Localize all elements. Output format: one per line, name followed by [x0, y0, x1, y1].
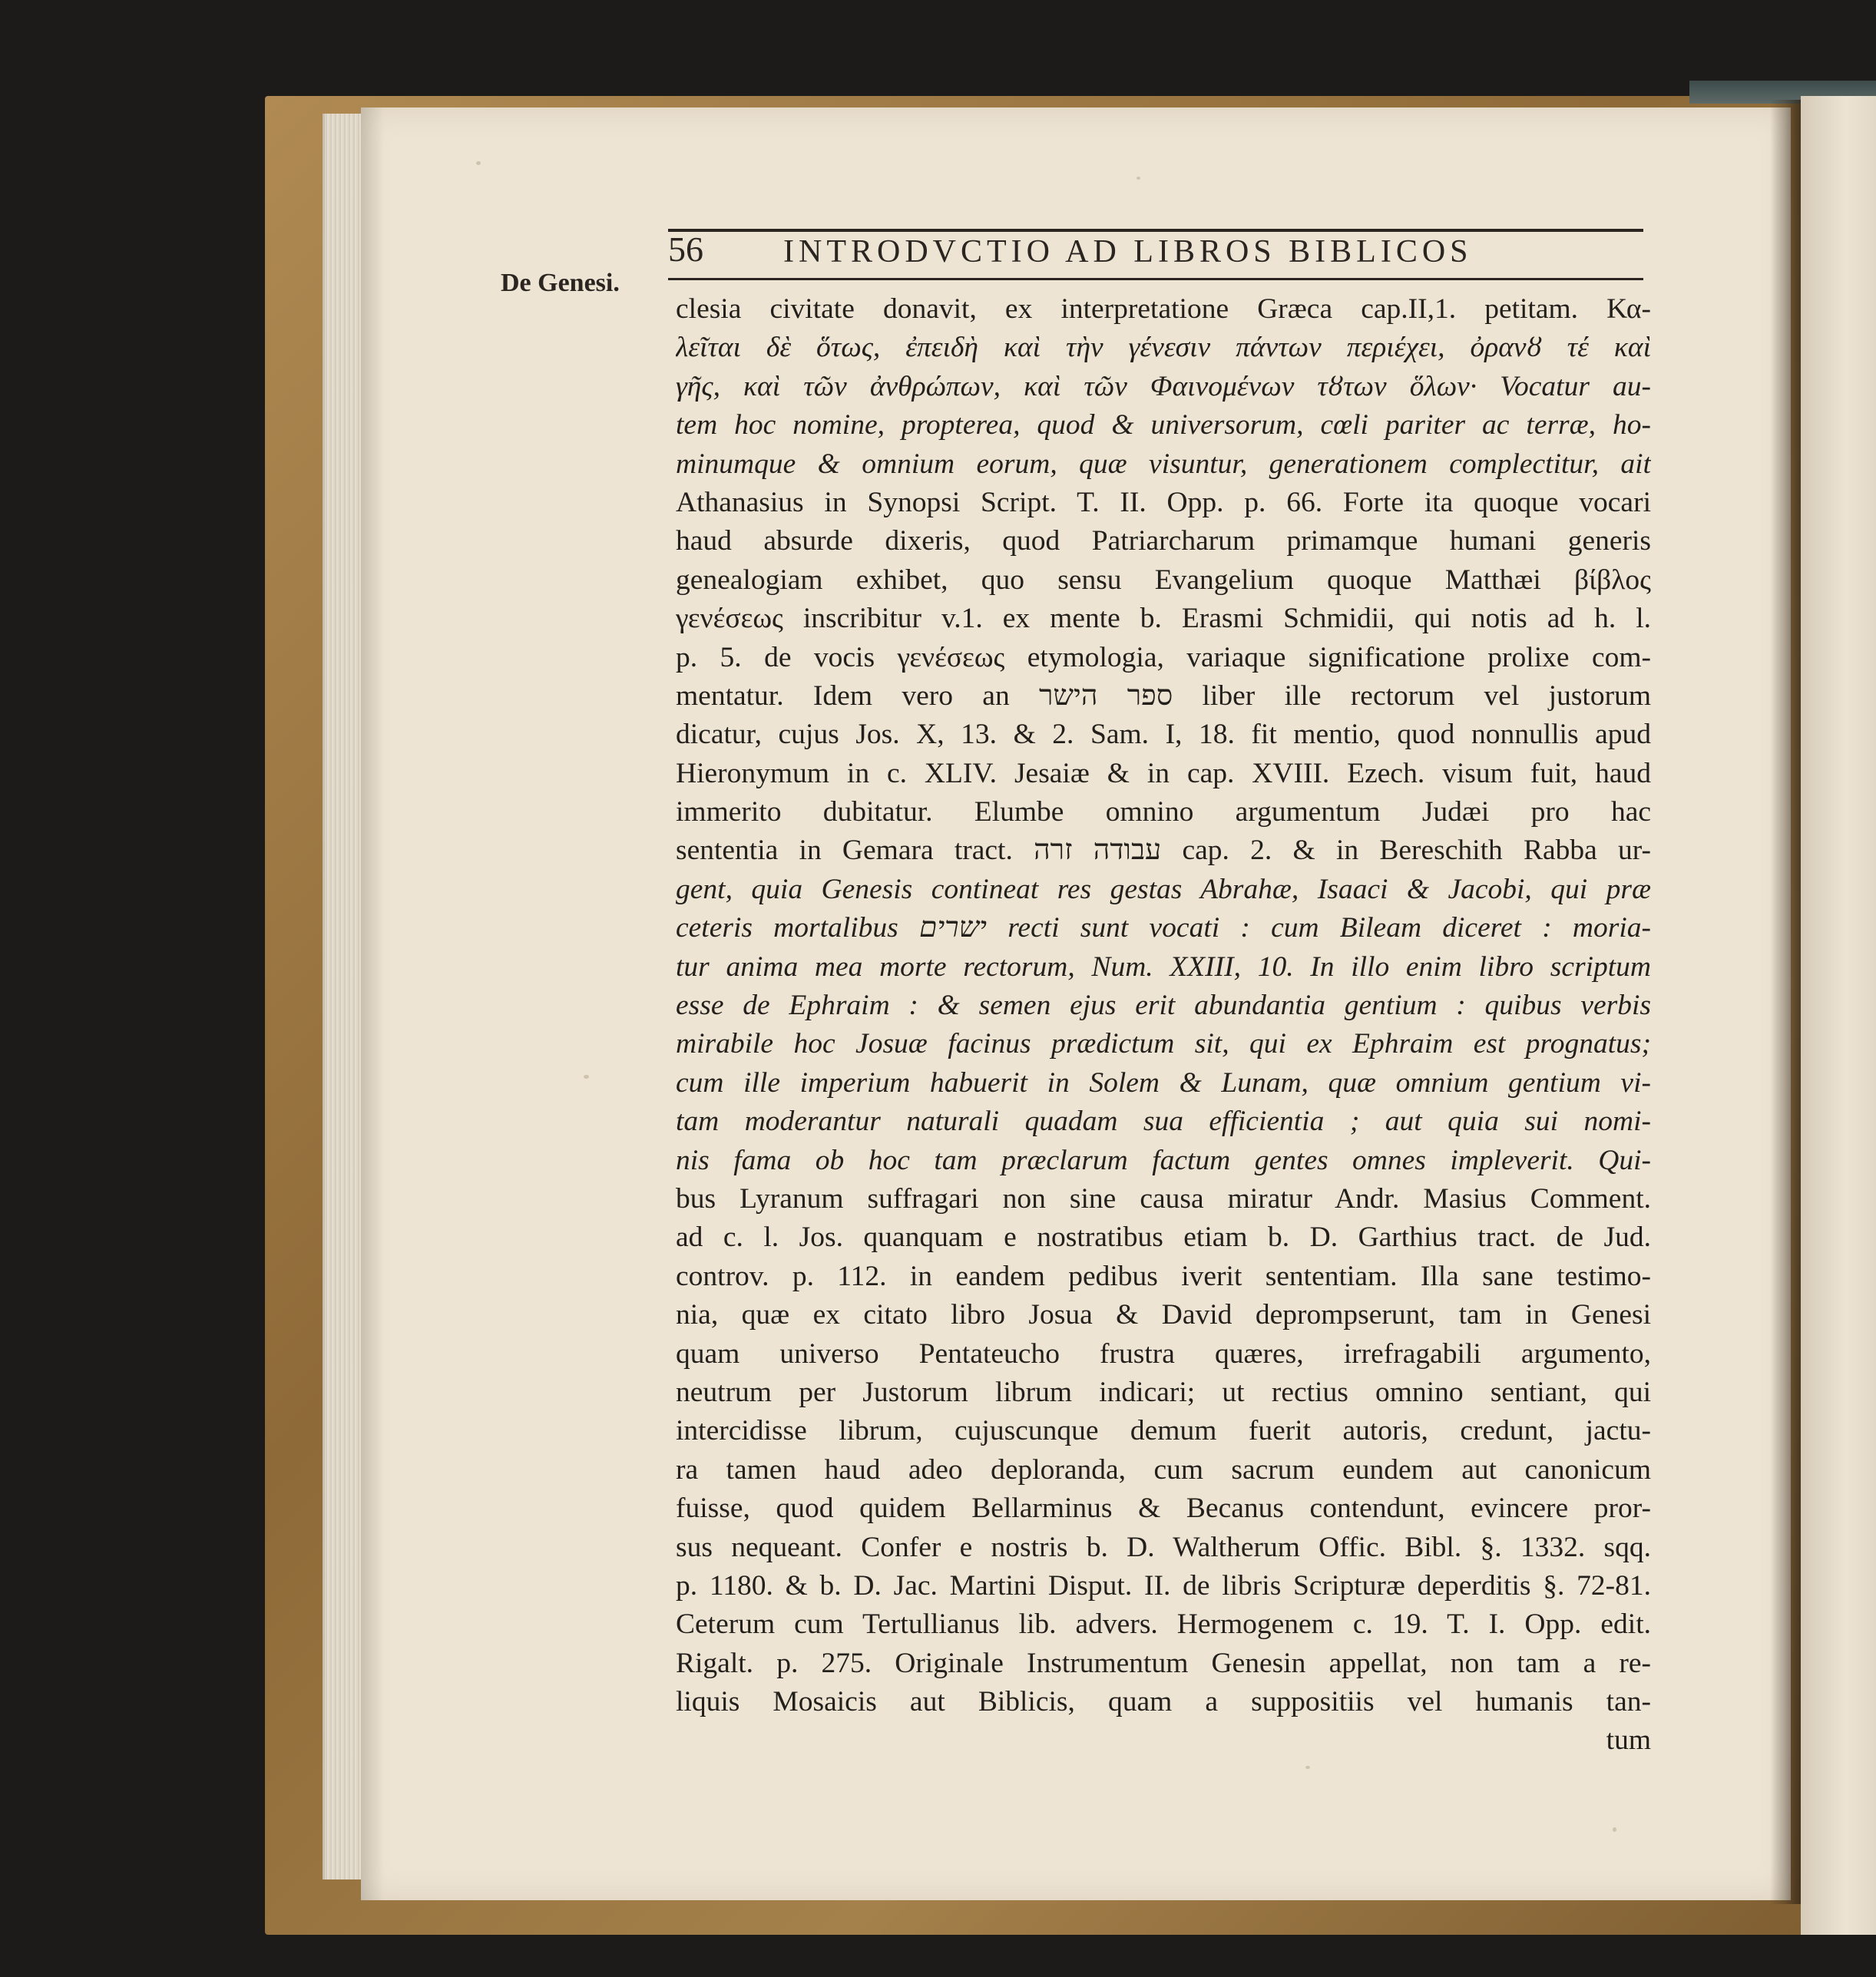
- text-line: nis fama ob hoc tam præclarum factum gentes omnes impleverit. Qui-: [676, 1144, 1651, 1176]
- text-line: fuisse, quod quidem Bellarminus & Becanus contendunt, evincere pror-: [676, 1493, 1651, 1525]
- text-line: ceteris mortalibus ישרים recti sunt vocati : cum Bileam diceret : moria-: [676, 912, 1651, 944]
- text-line: p. 1180. & b. D. Jac. Martini Disput. II. de libris Scripturæ deperditis §. 72-81.: [676, 1569, 1651, 1602]
- text-line: Athanasius in Synopsi Script. T. II. Opp. p. 66. Forte ita quoque vocari: [676, 486, 1651, 518]
- text-line: minumque & omnium eorum, quæ visuntur, generationem complectitur, ait: [676, 448, 1651, 480]
- running-title: INTRODVCTIO AD LIBROS BIBLICOS: [783, 234, 1473, 269]
- text-line: p. 5. de vocis γενέσεως etymologia, variaque significatione prolixe com-: [676, 641, 1651, 673]
- paper-speckle: [1305, 1766, 1310, 1769]
- running-head: [668, 229, 1643, 280]
- paper-speckle: [476, 161, 481, 165]
- text-line: Ceterum cum Tertullianus lib. advers. Hermogenem c. 19. T. I. Opp. edit.: [676, 1608, 1651, 1641]
- text-line: dicatur, cujus Jos. X, 13. & 2. Sam. I, 18. fit mentio, quod nonnullis apud: [676, 719, 1651, 751]
- paper-speckle: [1613, 1827, 1616, 1832]
- text-line: neutrum per Justorum librum indicari; ut rectius omnino sentiant, qui: [676, 1376, 1651, 1408]
- text-line: mentatur. Idem vero an ספר הישר liber ille rectorum vel justorum: [676, 679, 1651, 712]
- text-line: sententia in Gemara tract. עבודה זרה cap. 2. & in Bereschith Rabba ur-: [676, 835, 1651, 867]
- paper-speckle: [584, 1075, 589, 1079]
- text-line: controv. p. 112. in eandem pedibus iverit sententiam. Illa sane testimo-: [676, 1260, 1651, 1292]
- body-text: [676, 290, 1651, 1760]
- text-line: clesia civitate donavit, ex interpretatione Græca cap.II,1. petitam. Κα-: [676, 293, 1651, 325]
- text-line: ra tamen haud adeo deploranda, cum sacrum eundem aut canonicum: [676, 1453, 1651, 1486]
- text-line: Rigalt. p. 275. Originale Instrumentum Genesin appellat, non tam a re-: [676, 1647, 1651, 1679]
- text-line: γενέσεως inscribitur v.1. ex mente b. Erasmi Schmidii, qui notis ad h. l.: [676, 603, 1651, 635]
- text-line: haud absurde dixeris, quod Patriarcharum primamque humani generis: [676, 525, 1651, 557]
- text-line: intercidisse librum, cujuscunque demum fuerit autoris, credunt, jactu-: [676, 1415, 1651, 1447]
- text-line: immerito dubitatur. Elumbe omnino argumentum Judæi pro hac: [676, 796, 1651, 828]
- gutter-fold: [1770, 100, 1801, 1904]
- text-line: genealogiam exhibet, quo sensu Evangelium quoque Matthæi βίβλος: [676, 564, 1651, 596]
- text-line: esse de Ephraim : & semen ejus erit abundantia gentium : quibus verbis: [676, 990, 1651, 1022]
- paper-speckle: [1137, 177, 1140, 180]
- text-line: tem hoc nomine, propterea, quod & universorum, cœli pariter ac terræ, ho-: [676, 409, 1651, 441]
- text-line: cum ille imperium habuerit in Solem & Lunam, quæ omnium gentium vi-: [676, 1066, 1651, 1099]
- text-line: λεῖται δὲ ὅτως, ἐπειδὴ καὶ τὴν γένεσιν πάντων περιέχει, ὀρανȣ τέ καὶ: [676, 332, 1651, 364]
- text-line: Hieronymum in c. XLIV. Jesaiæ & in cap. XVIII. Ezech. visum fuit, haud: [676, 757, 1651, 789]
- catchword: tum: [1606, 1724, 1651, 1757]
- page-number: 56: [668, 230, 703, 269]
- text-line: bus Lyranum suffragari non sine causa miratur Andr. Masius Comment.: [676, 1182, 1651, 1215]
- text-line: γῆς, καὶ τῶν ἀνθρώπων, καὶ τῶν Φαινομένων τȣτων ὅλων· Vocatur au-: [676, 370, 1651, 402]
- text-line: ad c. l. Jos. quanquam e nostratibus etiam b. D. Garthius tract. de Jud.: [676, 1222, 1651, 1254]
- text-line: quam universo Pentateucho frustra quæres, irrefragabili argumento,: [676, 1337, 1651, 1370]
- page-shadow: [361, 107, 384, 1900]
- text-line: tur anima mea morte rectorum, Num. XXIII, 10. In illo enim libro scriptum: [676, 950, 1651, 983]
- text-line: sus nequeant. Confer e nostris b. D. Waltherum Offic. Bibl. §. 1332. sqq.: [676, 1531, 1651, 1563]
- margin-note: De Genesi.: [501, 269, 620, 297]
- text-line: gent, quia Genesis contineat res gestas Abrahæ, Isaaci & Jacobi, qui præ: [676, 873, 1651, 905]
- next-page-sliver: [1801, 96, 1876, 1935]
- text-line: nia, quæ ex citato libro Josua & David deprompserunt, tam in Genesi: [676, 1299, 1651, 1331]
- text-line: liquis Mosaicis aut Biblicis, quam a suppositiis vel humanis tan-: [676, 1686, 1651, 1718]
- text-line: mirabile hoc Josuæ facinus prædictum sit, qui ex Ephraim est prognatus;: [676, 1028, 1651, 1060]
- text-line: tam moderantur naturali quadam sua efficientia ; aut quia sui nomi-: [676, 1106, 1651, 1138]
